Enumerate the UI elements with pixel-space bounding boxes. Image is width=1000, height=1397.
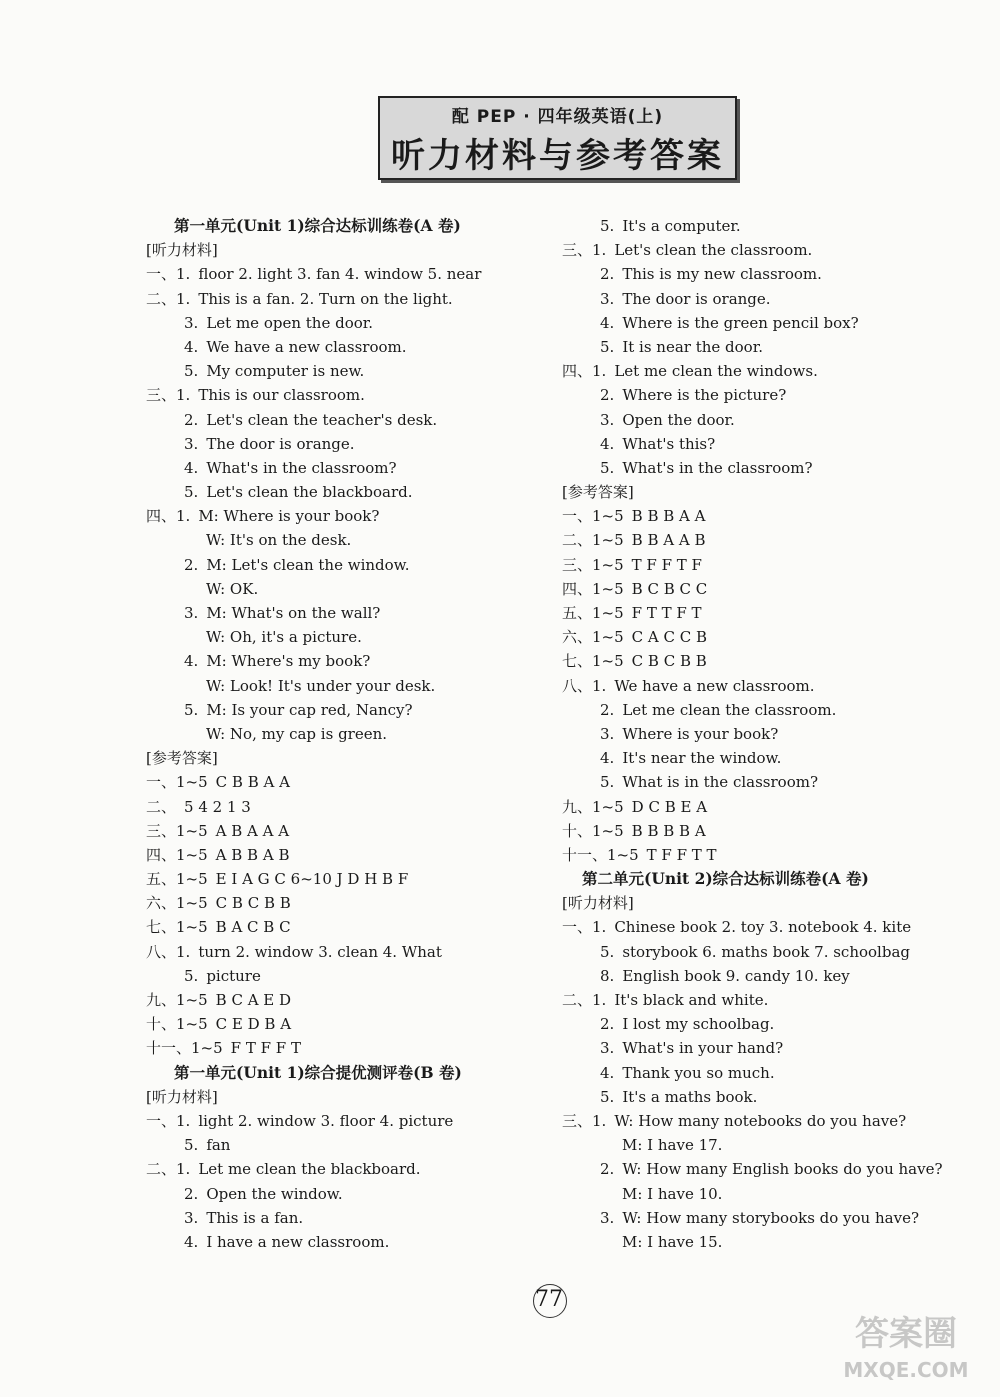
- item-text: We have a new classroom.: [206, 337, 407, 356]
- answer-line: [562, 698, 962, 722]
- item-text: M: What's on the wall?: [206, 604, 381, 622]
- answer-line: [562, 408, 962, 432]
- item-text: M: I have 10.: [622, 1184, 723, 1203]
- answer-line: [146, 770, 546, 794]
- item-text: Chinese book 2. toy 3. notebook 4. kite: [614, 918, 912, 937]
- item-text: turn 2. window 3. clean 4. What: [198, 942, 442, 961]
- answer-line: [562, 504, 962, 528]
- item-text: [听力材料]: [562, 894, 634, 913]
- item-label: 一、1.: [146, 265, 191, 284]
- item-text: B C A E D: [215, 991, 292, 1009]
- title-banner: [378, 96, 737, 180]
- item-text: Where is your book?: [622, 724, 779, 743]
- answer-line: [562, 456, 962, 480]
- item-text: What's in your hand?: [622, 1039, 784, 1058]
- item-text: The door is orange.: [206, 434, 355, 453]
- item-text: [参考答案]: [146, 749, 218, 768]
- item-label: 5.: [600, 1087, 615, 1106]
- section-heading: [562, 867, 962, 891]
- item-label: 四、1~5: [146, 845, 208, 864]
- item-text: D C B E A: [631, 797, 708, 816]
- item-label: 3.: [600, 289, 615, 308]
- item-text: I lost my schoolbag.: [622, 1015, 775, 1034]
- item-label: 五、1~5: [562, 604, 624, 622]
- watermark-logo: [826, 1297, 986, 1387]
- item-text: F T F F T: [230, 1039, 301, 1058]
- answer-line: [562, 1230, 962, 1254]
- item-label: 一、1.: [562, 918, 607, 937]
- section-label: [146, 238, 546, 262]
- item-text: Open the door.: [622, 410, 735, 429]
- answer-line: [562, 214, 962, 238]
- item-text: W: How many storybooks do you have?: [622, 1208, 919, 1227]
- item-label: 十一、1~5: [146, 1039, 223, 1058]
- answer-line: [146, 504, 546, 528]
- item-text: M: I have 17.: [622, 1136, 723, 1155]
- watermark-text: 答案圈: [855, 1314, 957, 1354]
- item-label: 3.: [184, 604, 199, 622]
- page-number: [523, 1280, 575, 1320]
- item-text: C B C B B: [215, 894, 291, 913]
- item-text: B B B B A: [631, 821, 706, 840]
- item-text: storybook 6. maths book 7. schoolbag: [622, 942, 911, 961]
- answer-line: [146, 335, 546, 359]
- item-label: 七、1~5: [562, 652, 624, 671]
- item-label: 十一、1~5: [562, 845, 639, 864]
- item-text: light 2. window 3. floor 4. picture: [198, 1111, 454, 1130]
- answer-line: [146, 480, 546, 504]
- answer-line: [562, 843, 962, 867]
- item-text: Let's clean the teacher's desk.: [206, 410, 438, 429]
- answer-line: [146, 1109, 546, 1133]
- item-text: 第二单元(Unit 2)综合达标训练卷(A 卷): [582, 869, 869, 889]
- answer-line: [562, 383, 962, 407]
- answer-line: [146, 795, 546, 819]
- item-label: 二、1.: [146, 1160, 191, 1179]
- answer-line: [146, 940, 546, 964]
- item-text: M: Is your cap red, Nancy?: [206, 700, 413, 719]
- item-label: 2.: [184, 410, 199, 429]
- item-label: 3.: [600, 1039, 615, 1058]
- item-label: 5.: [184, 966, 199, 985]
- item-text: Let me open the door.: [206, 313, 374, 332]
- answer-line: [146, 819, 546, 843]
- item-label: 8.: [600, 966, 615, 985]
- item-text: B B B A A: [631, 507, 706, 526]
- item-label: 三、1.: [562, 1111, 607, 1130]
- item-text: A B B A B: [215, 845, 290, 864]
- title-subtitle: 配 PEP · 四年级英语(上): [451, 107, 664, 127]
- answer-line: [562, 432, 962, 456]
- item-text: I have a new classroom.: [206, 1232, 390, 1251]
- item-label: 5.: [600, 942, 615, 961]
- answer-line: [562, 1206, 962, 1230]
- section-label: [146, 1085, 546, 1109]
- item-text: picture: [206, 966, 261, 985]
- answer-line: [562, 553, 962, 577]
- item-text: M: Let's clean the window.: [206, 555, 410, 574]
- item-label: 一、1~5: [562, 507, 624, 526]
- item-label: 十、1~5: [562, 821, 624, 840]
- item-text: W: How many notebooks do you have?: [614, 1111, 907, 1130]
- answer-line: [146, 432, 546, 456]
- item-label: 5.: [600, 458, 615, 477]
- item-text: B B A A B: [631, 531, 706, 550]
- item-label: 2.: [184, 1184, 199, 1203]
- answer-line: [562, 311, 962, 335]
- answer-line: [562, 770, 962, 794]
- answer-line: [562, 795, 962, 819]
- item-label: 三、1.: [562, 241, 607, 260]
- item-text: W: Oh, it's a picture.: [206, 628, 362, 647]
- item-text: 5 4 2 1 3: [184, 797, 251, 816]
- item-label: 五、1~5: [146, 870, 208, 889]
- item-label: 2.: [184, 555, 199, 574]
- answer-line: [146, 287, 546, 311]
- answer-line: [146, 1157, 546, 1181]
- item-text: This is a fan.: [206, 1208, 304, 1227]
- page-number-text: 77: [535, 1287, 563, 1312]
- item-text: Let me clean the windows.: [614, 362, 818, 381]
- item-text: M: Where is your book?: [198, 507, 380, 526]
- item-text: W: Look! It's under your desk.: [206, 676, 436, 695]
- answer-line: [146, 577, 546, 601]
- answer-line: [562, 238, 962, 262]
- item-label: 六、1~5: [146, 894, 208, 913]
- item-text: 第一单元(Unit 1)综合达标训练卷(A 卷): [174, 216, 461, 235]
- answer-line: [562, 649, 962, 673]
- answer-line: [562, 1157, 962, 1181]
- item-label: 七、1~5: [146, 918, 208, 937]
- item-text: It's black and white.: [614, 991, 769, 1009]
- answer-line: [562, 940, 962, 964]
- item-label: 二、1.: [146, 289, 191, 308]
- item-label: 九、1~5: [562, 797, 624, 816]
- item-text: E I A G C 6~10 J D H B F: [215, 870, 409, 889]
- item-label: 3.: [600, 1208, 615, 1227]
- item-label: 四、1~5: [562, 579, 624, 598]
- answer-line: [146, 1012, 546, 1036]
- answer-line: [146, 964, 546, 988]
- item-text: T F F T T: [646, 845, 717, 864]
- item-label: 一、1~5: [146, 773, 208, 792]
- item-label: 2.: [600, 1160, 615, 1179]
- item-text: [参考答案]: [562, 483, 634, 502]
- left-column: [146, 214, 546, 1254]
- answer-line: [562, 1012, 962, 1036]
- item-text: [听力材料]: [146, 1087, 218, 1106]
- item-text: This is our classroom.: [198, 386, 365, 405]
- item-text: W: It's on the desk.: [206, 531, 352, 550]
- item-label: 4.: [184, 458, 199, 477]
- section-heading: [146, 214, 546, 238]
- answer-line: [562, 988, 962, 1012]
- item-label: 5.: [184, 362, 199, 381]
- item-text: Let's clean the blackboard.: [206, 483, 413, 502]
- answer-line: [146, 1230, 546, 1254]
- item-text: What's this?: [622, 434, 716, 453]
- answer-line: [146, 625, 546, 649]
- answer-line: [562, 359, 962, 383]
- answer-line: [562, 1133, 962, 1157]
- answer-line: [562, 722, 962, 746]
- item-text: What is in the classroom?: [622, 773, 818, 792]
- answer-line: [562, 625, 962, 649]
- item-text: It's near the window.: [622, 749, 782, 768]
- answer-line: [562, 819, 962, 843]
- watermark-url: MXQE.COM: [843, 1358, 969, 1382]
- item-label: 2.: [600, 265, 615, 284]
- item-label: 4.: [184, 337, 199, 356]
- item-text: It's a computer.: [622, 217, 741, 235]
- item-label: 5.: [600, 217, 615, 235]
- item-label: 3.: [184, 313, 199, 332]
- item-label: 3.: [184, 1208, 199, 1227]
- answer-line: [562, 1061, 962, 1085]
- item-text: This is my new classroom.: [622, 265, 822, 284]
- item-label: 二、: [146, 797, 177, 816]
- item-text: Let's clean the classroom.: [614, 241, 813, 260]
- answer-line: [146, 262, 546, 286]
- item-text: Where is the green pencil box?: [622, 313, 859, 332]
- item-label: 4.: [184, 1232, 199, 1251]
- item-label: 5.: [184, 700, 199, 719]
- item-text: Let me clean the classroom.: [622, 700, 837, 719]
- answer-line: [562, 262, 962, 286]
- right-column: [562, 214, 962, 1254]
- item-text: Open the window.: [206, 1184, 343, 1203]
- item-text: C A C C B: [631, 628, 708, 647]
- answer-line: [146, 915, 546, 939]
- item-text: F T T F T: [631, 604, 702, 622]
- item-text: T F F T F: [631, 555, 702, 574]
- answer-line: [146, 843, 546, 867]
- item-label: 5.: [184, 1136, 199, 1155]
- item-text: English book 9. candy 10. key: [622, 966, 850, 985]
- answer-line: [562, 287, 962, 311]
- item-text: The door is orange.: [622, 289, 771, 308]
- answer-line: [146, 311, 546, 335]
- item-text: W: No, my cap is green.: [206, 724, 388, 743]
- item-label: 八、1.: [562, 676, 607, 695]
- answer-line: [146, 722, 546, 746]
- answer-line: [562, 915, 962, 939]
- item-label: 三、1~5: [562, 555, 624, 574]
- item-label: 5.: [600, 773, 615, 792]
- item-label: 三、1~5: [146, 821, 208, 840]
- answer-line: [562, 577, 962, 601]
- answer-line: [562, 674, 962, 698]
- item-text: Where is the picture?: [622, 386, 787, 405]
- answer-line: [146, 1036, 546, 1060]
- item-text: C E D B A: [215, 1015, 292, 1034]
- item-text: Let me clean the blackboard.: [198, 1160, 421, 1179]
- item-label: 3.: [600, 410, 615, 429]
- answer-line: [146, 1206, 546, 1230]
- item-text: fan: [206, 1136, 231, 1155]
- item-label: 十、1~5: [146, 1015, 208, 1034]
- item-text: [听力材料]: [146, 241, 218, 260]
- answer-line: [146, 988, 546, 1012]
- answer-line: [146, 601, 546, 625]
- answer-line: [146, 456, 546, 480]
- section-label: [562, 480, 962, 504]
- item-label: 二、1~5: [562, 531, 624, 550]
- item-text: What's in the classroom?: [622, 458, 813, 477]
- answer-line: [562, 1085, 962, 1109]
- item-label: 2.: [600, 700, 615, 719]
- answer-line: [146, 649, 546, 673]
- answer-line: [562, 335, 962, 359]
- answer-line: [146, 674, 546, 698]
- section-label: [146, 746, 546, 770]
- item-text: 第一单元(Unit 1)综合提优测评卷(B 卷): [174, 1062, 462, 1082]
- answer-line: [562, 1182, 962, 1206]
- item-label: 4.: [600, 1063, 615, 1082]
- item-text: It's a maths book.: [622, 1087, 758, 1106]
- item-text: C B B A A: [215, 773, 290, 792]
- item-label: 2.: [600, 1015, 615, 1034]
- answer-line: [562, 746, 962, 770]
- page-title: 听力材料与参考答案: [391, 136, 724, 176]
- answer-line: [146, 359, 546, 383]
- item-text: B A C B C: [215, 918, 291, 937]
- item-text: B C B C C: [631, 579, 708, 598]
- answer-line: [146, 528, 546, 552]
- item-label: 2.: [600, 386, 615, 405]
- item-label: 4.: [184, 652, 199, 671]
- item-label: 5.: [184, 483, 199, 502]
- item-label: 二、1.: [562, 991, 607, 1009]
- item-text: M: Where's my book?: [206, 652, 371, 671]
- answer-line: [146, 1133, 546, 1157]
- item-text: C B C B B: [631, 652, 707, 671]
- item-text: It is near the door.: [622, 337, 764, 356]
- item-label: 一、1.: [146, 1111, 191, 1130]
- item-label: 四、1.: [146, 507, 191, 526]
- answer-line: [146, 553, 546, 577]
- section-heading: [146, 1061, 546, 1085]
- item-label: 3.: [600, 724, 615, 743]
- answer-line: [146, 1182, 546, 1206]
- answer-line: [562, 601, 962, 625]
- item-label: 5.: [600, 337, 615, 356]
- item-text: We have a new classroom.: [614, 676, 815, 695]
- item-label: 4.: [600, 749, 615, 768]
- item-label: 4.: [600, 434, 615, 453]
- item-text: This is a fan. 2. Turn on the light.: [198, 289, 453, 308]
- answer-line: [146, 891, 546, 915]
- answer-line: [146, 698, 546, 722]
- item-label: 六、1~5: [562, 628, 624, 647]
- item-label: 3.: [184, 434, 199, 453]
- item-text: W: How many English books do you have?: [622, 1160, 943, 1179]
- item-text: Thank you so much.: [622, 1063, 775, 1082]
- item-text: What's in the classroom?: [206, 458, 397, 477]
- item-text: M: I have 15.: [622, 1232, 723, 1251]
- answer-line: [146, 408, 546, 432]
- section-label: [562, 891, 962, 915]
- item-text: floor 2. light 3. fan 4. window 5. near: [198, 265, 482, 284]
- answer-line: [146, 867, 546, 891]
- answer-line: [562, 1109, 962, 1133]
- item-text: A B A A A: [215, 821, 290, 840]
- item-text: W: OK.: [206, 579, 259, 598]
- answer-line: [562, 528, 962, 552]
- item-label: 四、1.: [562, 362, 607, 381]
- item-label: 八、1.: [146, 942, 191, 961]
- item-label: 三、1.: [146, 386, 191, 405]
- item-text: My computer is new.: [206, 362, 365, 381]
- item-label: 4.: [600, 313, 615, 332]
- answer-line: [562, 964, 962, 988]
- item-label: 九、1~5: [146, 991, 208, 1009]
- answer-line: [146, 383, 546, 407]
- answer-line: [562, 1036, 962, 1060]
